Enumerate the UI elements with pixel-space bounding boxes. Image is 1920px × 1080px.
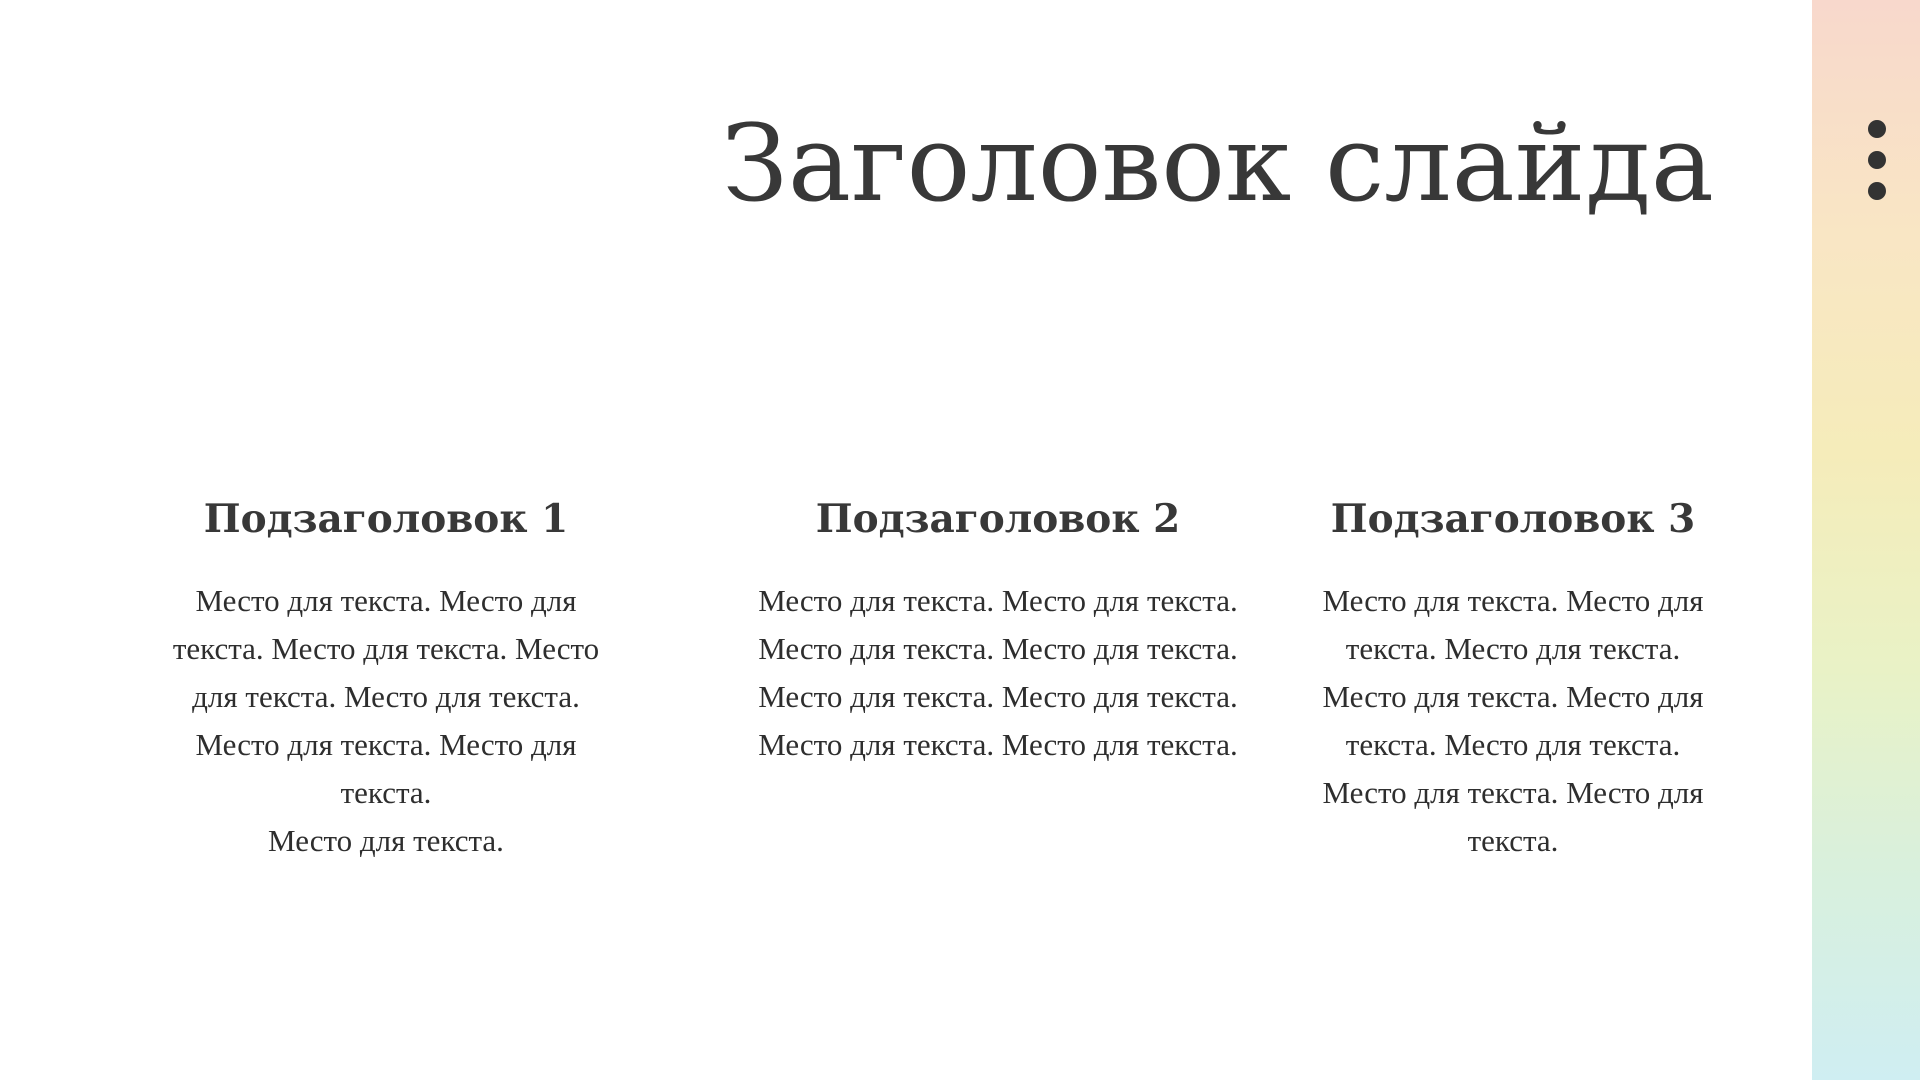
subheading-1: Подзаголовок 1 [203, 496, 569, 542]
body-text-1 [138, 577, 634, 865]
menu-dot [1868, 120, 1886, 138]
slide-title: Заголовок слайда [721, 102, 1714, 225]
content-column-2 [718, 496, 1278, 769]
body-text-line: текста. [340, 774, 432, 810]
more-vertical-icon[interactable] [1864, 120, 1890, 200]
body-text-line: текста. Место для текста. [1345, 726, 1681, 762]
body-text-line: Место для текста. Место для текста. [758, 726, 1238, 762]
body-text-line: Место для текста. Место для текста. [758, 582, 1238, 618]
body-text-2 [718, 577, 1278, 769]
menu-dot [1868, 182, 1886, 200]
body-text-line: текста. Место для текста. [1345, 630, 1681, 666]
body-text-line: текста. [1467, 822, 1559, 858]
body-text-line: Место для текста. [268, 822, 504, 858]
menu-dot [1868, 151, 1886, 169]
subheading-2: Подзаголовок 2 [815, 496, 1181, 542]
body-text-3 [1290, 577, 1736, 865]
body-text-line: Место для текста. Место для [195, 726, 577, 762]
body-text-line: Место для текста. Место для текста. [758, 678, 1238, 714]
content-column-1 [138, 496, 634, 865]
gradient-accent-strip [1812, 0, 1920, 1080]
content-column-3 [1290, 496, 1736, 865]
body-text-line: Место для текста. Место для [1322, 582, 1704, 618]
body-text-line: Место для текста. Место для [195, 582, 577, 618]
body-text-line: Место для текста. Место для текста. [758, 630, 1238, 666]
body-text-line: Место для текста. Место для [1322, 678, 1704, 714]
body-text-line: для текста. Место для текста. [192, 678, 580, 714]
subheading-3: Подзаголовок 3 [1330, 496, 1696, 542]
body-text-line: Место для текста. Место для [1322, 774, 1704, 810]
body-text-line: текста. Место для текста. Место [172, 630, 600, 666]
